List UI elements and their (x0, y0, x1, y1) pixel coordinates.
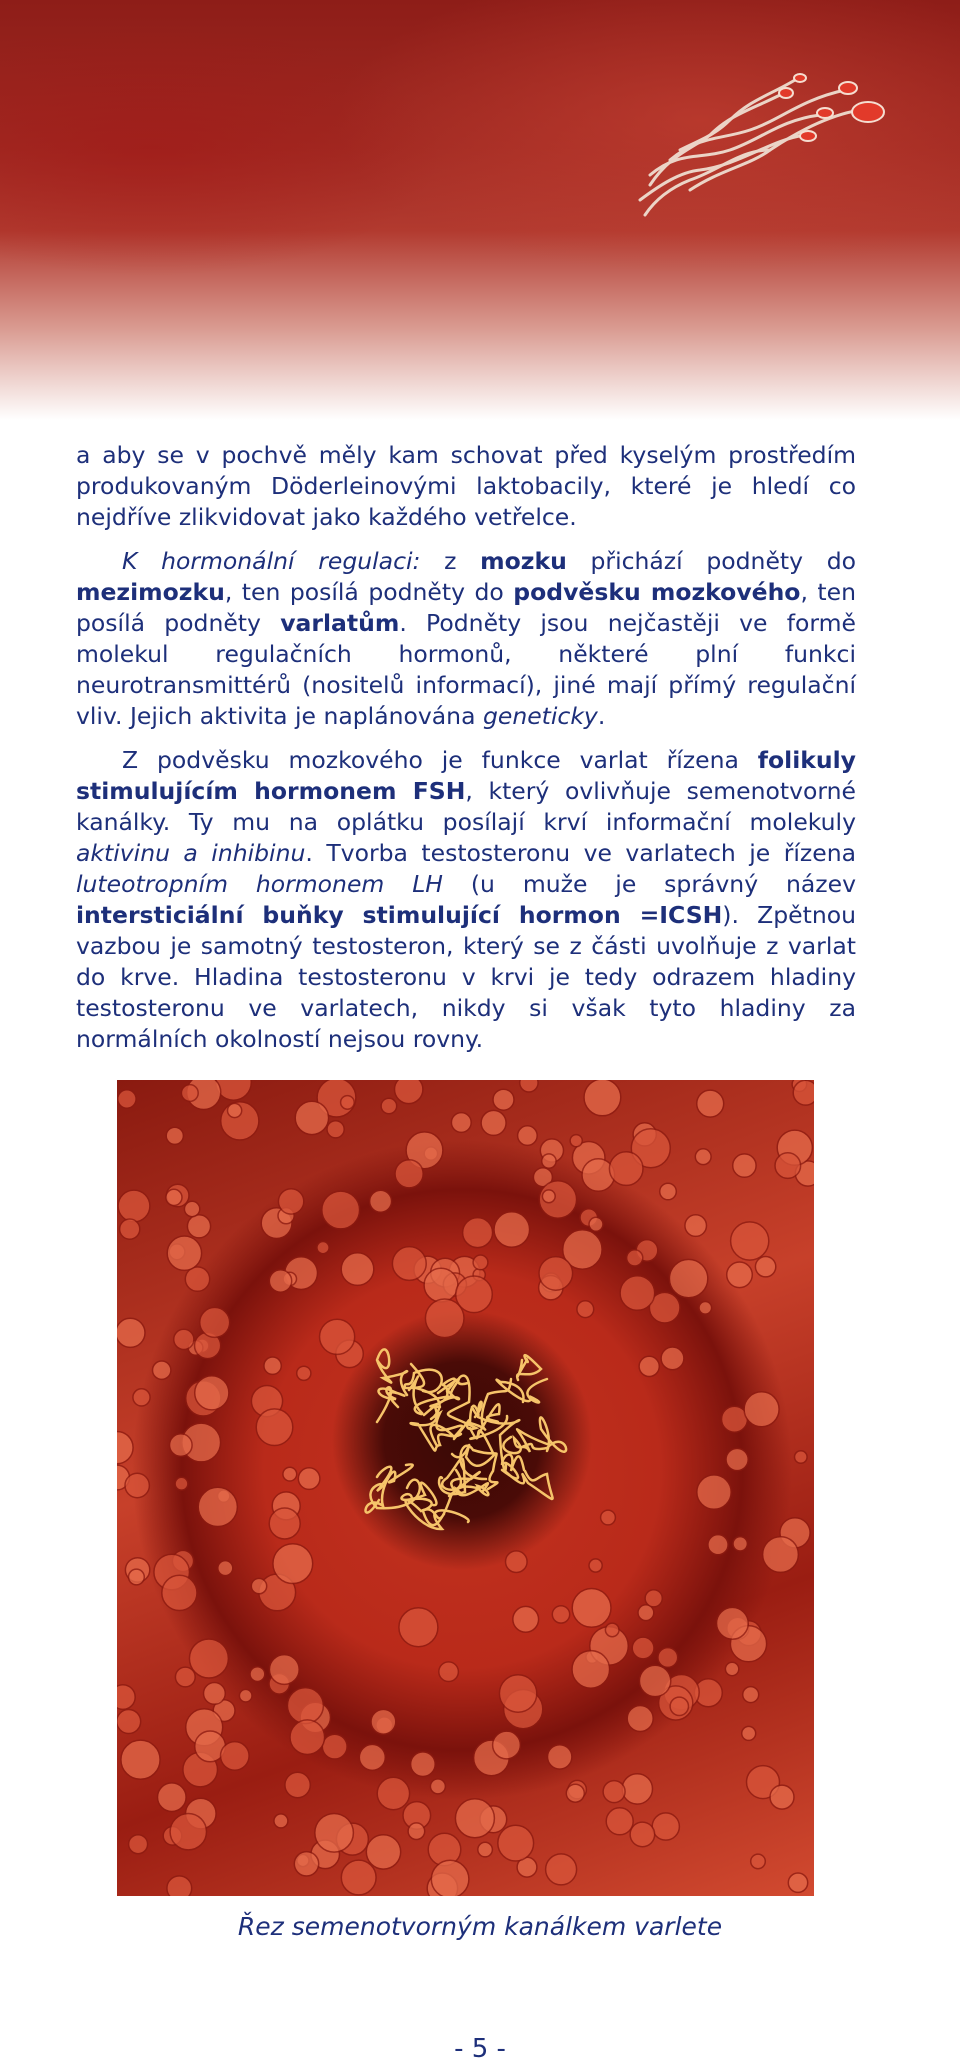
cell-circle (129, 1835, 148, 1854)
cell-circle (322, 1734, 347, 1759)
cell-circle (518, 1126, 538, 1146)
cell-circle (473, 1255, 488, 1270)
cell-circle (424, 1268, 458, 1302)
cell-circle (793, 1080, 814, 1105)
cell-circle (539, 1257, 573, 1291)
cell-circle (269, 1508, 300, 1539)
cell-circle (603, 1781, 625, 1803)
cell-circle (493, 1731, 521, 1759)
cell-circle (392, 1247, 426, 1281)
cell-circle (320, 1319, 355, 1354)
cell-circle (726, 1448, 748, 1470)
cell-circle (609, 1152, 643, 1186)
text-run: , ten posílá podněty do (224, 578, 514, 606)
cell-circle (290, 1720, 325, 1755)
text-run: mezimozku (76, 578, 225, 606)
cell-circle (775, 1153, 801, 1179)
sperm-tail (505, 1471, 553, 1499)
cell-circle (167, 1876, 192, 1896)
cell-circle (195, 1376, 229, 1410)
cell-circle (129, 1569, 145, 1585)
cell-circle (278, 1189, 303, 1214)
cell-pattern (117, 1080, 814, 1896)
cell-circle (622, 1774, 652, 1804)
cell-circle (189, 1639, 228, 1678)
cell-circle (661, 1347, 684, 1370)
cell-circle (725, 1662, 738, 1675)
cell-circle (117, 1318, 145, 1347)
cell-circle (200, 1307, 230, 1337)
text-run: . Tvorba testosteronu ve varlatech je řízena (305, 839, 856, 867)
sperm-tail (517, 1355, 541, 1380)
cell-circle (317, 1242, 329, 1254)
cell-circle (269, 1655, 299, 1685)
cell-circle (117, 1710, 141, 1734)
cell-circle (566, 1784, 584, 1802)
cell-circle (763, 1537, 799, 1573)
cell-circle (175, 1667, 195, 1687)
cell-circle (481, 1110, 506, 1135)
cell-circle (274, 1814, 288, 1828)
cell-circle (251, 1578, 266, 1593)
cell-circle (273, 1544, 313, 1584)
cell-circle (708, 1535, 728, 1555)
cell-circle (341, 1860, 376, 1895)
cell-circle (572, 1589, 611, 1628)
cell-circle (652, 1813, 679, 1840)
cell-circle (731, 1222, 769, 1260)
cell-circle (327, 1121, 344, 1138)
cell-circle (743, 1687, 759, 1703)
cell-circle (456, 1276, 493, 1313)
cell-circle (125, 1473, 149, 1497)
cell-circle (570, 1135, 582, 1147)
cell-circle (670, 1697, 688, 1715)
text-run: Z podvěsku mozkového je funkce varlat řízena (122, 746, 758, 774)
text-run: geneticky (482, 702, 598, 730)
text-run: folikuly stimulujícím hormonem FSH (76, 746, 856, 805)
cell-circle (520, 1080, 538, 1092)
cell-circle (430, 1779, 445, 1794)
text-run: , ten posílá podněty (76, 578, 856, 637)
page-number: - 5 - (454, 2034, 506, 2064)
cell-circle (498, 1825, 534, 1861)
cell-circle (167, 1236, 201, 1270)
text-run: , který ovlivňuje semenotvorné kanálky. Ty mu na oplátku posílají krví informační molekuly (76, 777, 856, 836)
cell-circle (175, 1477, 188, 1490)
cell-circle (697, 1090, 724, 1117)
cell-circle (699, 1302, 712, 1315)
paragraph-3 (76, 745, 856, 1055)
cell-circle (542, 1154, 556, 1168)
text-run: varlatům (280, 609, 400, 637)
cell-circle (499, 1675, 536, 1712)
cell-circle (620, 1276, 655, 1311)
cell-circle (366, 1835, 400, 1869)
cell-circle (395, 1160, 423, 1188)
cell-circle (770, 1785, 794, 1809)
cell-circle (455, 1799, 494, 1838)
paragraph-1 (76, 440, 856, 533)
body-text (76, 440, 856, 1068)
cell-circle (552, 1606, 569, 1623)
cell-circle (117, 1432, 133, 1464)
cell-circle (493, 1089, 514, 1110)
sperm-tails (366, 1349, 567, 1529)
cell-circle (341, 1096, 355, 1110)
cell-circle (250, 1667, 265, 1682)
cell-circle (584, 1080, 621, 1116)
paragraph-2 (76, 546, 856, 732)
cell-circle (717, 1607, 749, 1639)
cell-circle (287, 1688, 323, 1724)
cell-circle (660, 1183, 677, 1200)
cell-circle (118, 1190, 150, 1222)
text-run: mozku (480, 547, 567, 575)
cell-circle (733, 1537, 747, 1551)
cell-circle (572, 1651, 610, 1689)
cell-circle (548, 1745, 572, 1769)
cell-circle (601, 1510, 616, 1525)
cell-circle (158, 1783, 187, 1812)
text-run: . Podněty jsou nejčastěji ve formě molekul regulačních hormonů, některé plní funkci neurotransmittérů (nositelů informací), jiné mají přímý regulační vliv. Jejich aktivita je naplánována (76, 609, 856, 730)
cell-circle (494, 1212, 530, 1248)
cell-circle (256, 1409, 293, 1446)
cell-circle (170, 1814, 206, 1850)
cell-circle (685, 1215, 707, 1237)
cell-circle (198, 1487, 237, 1526)
cell-circle (181, 1085, 198, 1102)
cell-circle (298, 1468, 320, 1490)
cell-circle (506, 1551, 528, 1573)
cell-circle (166, 1189, 182, 1205)
cell-circle (727, 1262, 753, 1288)
cell-circle (589, 1217, 603, 1231)
cell-circle (605, 1623, 619, 1637)
cell-circle (218, 1561, 233, 1576)
cell-circle (658, 1648, 678, 1668)
cell-circle (162, 1575, 197, 1610)
cell-circle (228, 1103, 242, 1117)
cell-circle (606, 1808, 633, 1835)
cell-circle (315, 1814, 354, 1853)
text-run: aktivinu a inhibinu (76, 839, 306, 867)
text-run: z (420, 547, 481, 575)
cell-circle (542, 1190, 555, 1203)
cell-circle (639, 1665, 670, 1696)
cell-circle (204, 1683, 226, 1705)
cell-circle (695, 1149, 711, 1165)
cell-circle (463, 1218, 493, 1248)
cell-circle (742, 1726, 756, 1740)
cell-circle (632, 1637, 654, 1659)
cell-circle (513, 1606, 539, 1632)
cell-circle (121, 1740, 160, 1779)
cell-circle (294, 1852, 318, 1876)
text-run: . (597, 702, 606, 730)
seminiferous-tubule-image (117, 1080, 814, 1896)
cell-circle (359, 1744, 385, 1770)
header-banner-image (0, 0, 960, 420)
cell-circle (755, 1257, 775, 1277)
cell-circle (371, 1709, 396, 1734)
cell-circle (120, 1219, 140, 1239)
cell-circle (733, 1154, 756, 1177)
cell-circle (370, 1190, 392, 1212)
cell-circle (645, 1590, 662, 1607)
cell-circle (264, 1357, 281, 1374)
cell-circle (297, 1366, 311, 1380)
cell-circle (669, 1259, 707, 1297)
cell-circle (322, 1191, 360, 1229)
cell-circle (546, 1854, 577, 1885)
text-run: (u muže je správný název (442, 870, 857, 898)
cell-circle (395, 1080, 423, 1104)
cell-circle (589, 1559, 602, 1572)
cell-circle (269, 1270, 291, 1292)
cell-circle (627, 1250, 643, 1266)
cell-circle (431, 1860, 469, 1896)
cell-circle (451, 1113, 471, 1133)
text-run: přichází podněty do (566, 547, 857, 575)
cell-circle (133, 1389, 150, 1406)
cell-circle (751, 1854, 766, 1869)
text-run: a aby se v pochvě měly kam schovat před kyselým prostředím produkovaným Döderleinovými laktobacily, které je hledí co nejdříve zlikvidovat jako každého vetřelce. (76, 441, 856, 531)
cell-circle (239, 1689, 252, 1702)
cell-circle (627, 1706, 653, 1732)
cell-circle (377, 1777, 409, 1809)
cell-circle (439, 1662, 459, 1682)
cell-circle (630, 1822, 655, 1847)
cell-circle (577, 1301, 594, 1318)
cell-circle (166, 1127, 183, 1144)
cell-circle (170, 1434, 193, 1457)
cell-circle (478, 1842, 493, 1857)
cell-circle (411, 1752, 436, 1777)
figure-caption: Řez semenotvorným kanálkem varlete (237, 1912, 723, 1941)
cell-circle (174, 1329, 194, 1349)
sperm-illustration (0, 0, 960, 420)
cell-circle (184, 1201, 199, 1216)
cell-circle (221, 1742, 250, 1771)
cell-circle (283, 1467, 297, 1481)
cell-circle (697, 1475, 731, 1509)
text-run: K hormonální regulaci: (122, 547, 421, 575)
text-run: luteotropním hormonem LH (76, 870, 443, 898)
cell-circle (341, 1253, 374, 1286)
text-run: intersticiální buňky stimulující hormon =ICSH (76, 901, 723, 929)
cell-circle (117, 1685, 135, 1710)
cell-circle (408, 1823, 425, 1840)
sperm-tail (377, 1387, 404, 1422)
cell-circle (118, 1090, 136, 1108)
text-run: podvěsku mozkového (513, 578, 801, 606)
cell-circle (639, 1356, 659, 1376)
cell-circle (153, 1361, 171, 1379)
cell-circle (381, 1098, 397, 1114)
cell-circle (399, 1608, 438, 1647)
cell-circle (744, 1392, 779, 1427)
cell-circle (788, 1873, 807, 1892)
cell-circle (295, 1101, 328, 1134)
cell-circle (795, 1451, 808, 1464)
text-run: ). Zpětnou vazbou je samotný testosteron, který se z části uvolňuje z varlat do krve. Hladina testosteronu v krvi je tedy odrazem hladiny testosteronu ve varlatech, nikdy si však tyto hladiny za normálních okolností nejsou rovny. (76, 901, 856, 1053)
cell-circle (285, 1772, 310, 1797)
cell-circle (187, 1215, 210, 1238)
